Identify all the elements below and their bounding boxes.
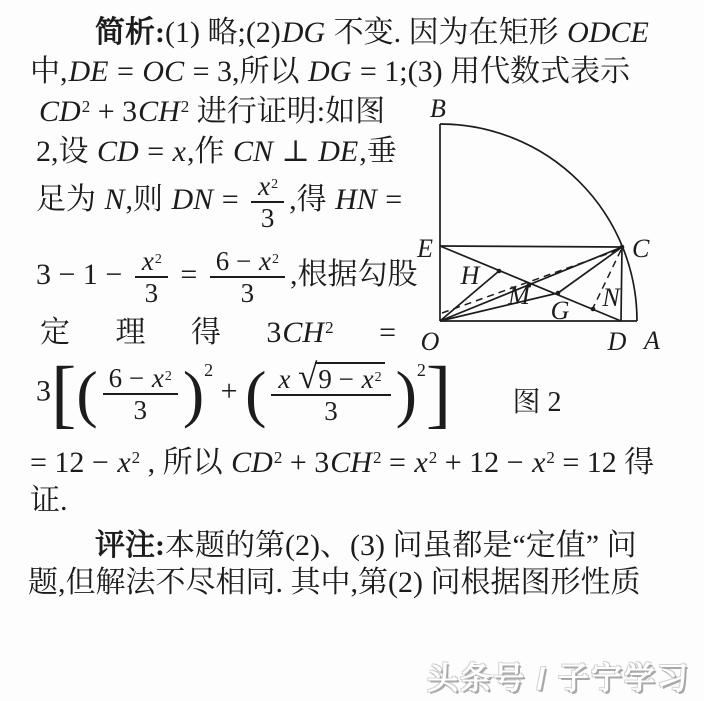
figure-label-M: M bbox=[508, 281, 530, 310]
figure-label-G: G bbox=[550, 296, 570, 325]
figure-label-C: C bbox=[632, 234, 650, 263]
text-line-4: 2,设 CD = x,作 CN ⊥ DE,垂 bbox=[36, 135, 397, 168]
figure-label-A: A bbox=[644, 326, 660, 355]
segment-EC bbox=[440, 246, 622, 247]
text-line-10: 证. bbox=[30, 484, 68, 517]
fraction: $\frac{6 - x^2}{3}$ bbox=[210, 247, 285, 308]
text-line-2: 中,DE = OC = 3,所以 DG = 1;(3) 用代数式表示 bbox=[30, 55, 631, 88]
text-line-3: $CD^2 + 3CH^2$ 进行证明:如图 bbox=[39, 95, 386, 128]
text-line-1: 简析:(1) 略;(2)DG 不变. 因为在矩形 ODCE bbox=[95, 16, 649, 49]
point-H bbox=[497, 269, 502, 274]
text-line-12: 题,但解法不尽相同. 其中,第(2) 问根据图形性质 bbox=[28, 566, 641, 599]
fraction: $\frac{6 - x^2}{3}$ bbox=[103, 364, 178, 425]
watermark: 头条号 / 子宁学习 bbox=[427, 661, 690, 696]
geometry-figure bbox=[405, 95, 704, 430]
text-line-9: = $12 - x^2$ , 所以 $CD^2 + 3CH^2 = x^2 + 12 - x^2 = 12$ 得 bbox=[30, 446, 655, 479]
figure-label-E: E bbox=[417, 234, 433, 263]
text-line-8: 3[( $\frac{6 - x^2}{3}$ )$^2$ + ( x √ $9 - x^2$ 3 )$^2$] bbox=[36, 351, 452, 436]
text-line-7: 定 理 得 $3CH^2$ = bbox=[40, 316, 396, 349]
figure-label-D: D bbox=[607, 327, 627, 356]
fraction: x √ $9 - x^2$ 3 bbox=[271, 362, 390, 426]
figure-label-O: O bbox=[420, 327, 440, 356]
text-line-11: 评注:本题的第(2)、(3) 问虽都是“定值” 问 bbox=[95, 529, 637, 562]
radical: √ $9 - x^2$ bbox=[298, 362, 384, 393]
figure-label-H: H bbox=[460, 261, 480, 290]
text-line-6: 3 − 1 − $\frac{x^2}{3}$ = $\frac{6 - x^2}{3}$ ,根据勾股 bbox=[36, 246, 418, 309]
segment-CD bbox=[621, 247, 622, 321]
fraction: $\frac{x^2}{3}$ bbox=[135, 247, 168, 308]
point-N bbox=[591, 307, 596, 312]
point-C bbox=[620, 245, 625, 250]
fraction: $\frac{x^2}{3}$ bbox=[251, 172, 284, 233]
figure-svg bbox=[405, 95, 704, 430]
figure-label-图2: 图 2 bbox=[512, 387, 562, 418]
figure-label-N: N bbox=[602, 283, 620, 312]
text-line-5: 足为 N,则 DN = $\frac{x^2}{3}$ ,得 HN = bbox=[36, 171, 403, 234]
point-G bbox=[556, 291, 561, 296]
figure-label-B: B bbox=[430, 95, 446, 123]
